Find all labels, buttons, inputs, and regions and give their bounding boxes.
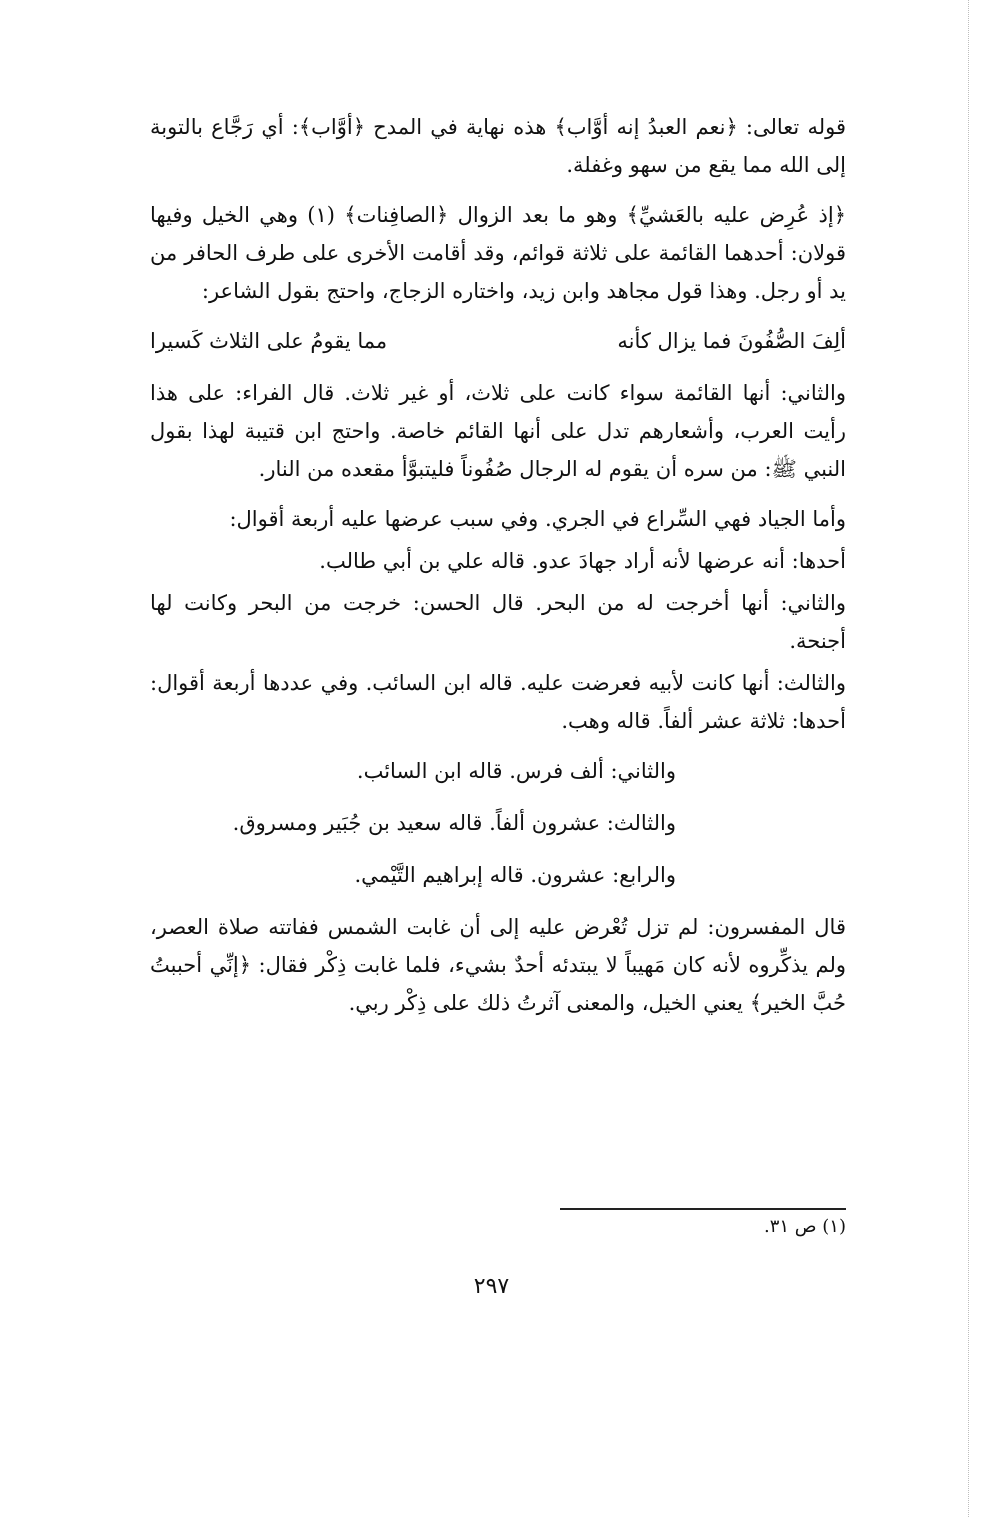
footnote-divider [560, 1208, 846, 1210]
paragraph-safinat: ﴿إذ عُرِض عليه بالعَشيِّ﴾ وهو ما بعد الزوال ﴿الصافِنات﴾ (١) وهي الخيل وفيها قولان: أحدهما القائمة على ثلاثة قوائم، وقد أقامت الأخرى على طرف الحافر من يد أو رجل. وهذا قول مجاهد وابن زيد، واختاره الزجاج، واحتج بقول الشاعر: [150, 203, 846, 303]
count-fourth: والرابع: عشرون. قاله إبراهيم التَّيْمي. [354, 863, 676, 887]
paragraph-first-reason: أحدها: أنه عرضها لأنه أراد جهادَ عدو. قاله علي بن أبي طالب. [319, 549, 846, 573]
paragraph-third-reason: والثالث: أنها كانت لأبيه فعرضت عليه. قاله ابن السائب. وفي عددها أربعة أقوال: أحدها: ثلاثة عشر ألفاً. قاله وهب. [150, 671, 846, 733]
poetry-verse [150, 322, 846, 360]
paragraph-second-opinion: والثاني: أنها القائمة سواء كانت على ثلاث، أو غير ثلاث. قال الفراء: على هذا رأيت العرب، وأشعارهم تدل على أنها القائم خاصة. واحتج ابن قتيبة لهذا بقول النبي ﷺ: من سره أن يقوم له الرجال صُفُوناً فليتبوَّأ مقعده من النار. [150, 381, 846, 481]
verse-second-hemistich: مما يقومُ على الثلاث كَسيرا [150, 329, 388, 353]
paragraph-jiyad: وأما الجياد فهي السِّراع في الجري. وفي سبب عرضها عليه أربعة أقوال: [229, 507, 846, 531]
paragraph-mufassirun: قال المفسرون: لم تزل تُعْرض عليه إلى أن غابت الشمس ففاتته صلاة العصر، ولم يذكِّروه لأنه كان مَهيباً لا يبتدئه أحدٌ بشيء، فلما غابت ذِكْر فقال: ﴿إنِّي أحببتُ حُبَّ الخير﴾ يعني الخيل، والمعنى آثرتُ ذلك على ذِكْر ربي. [150, 915, 846, 1015]
main-text [150, 108, 846, 1034]
paragraph-awwab: قوله تعالى: ﴿نعم العبدُ إنه أوَّاب﴾ هذه نهاية في المدح ﴿أوَّاب﴾: أي رَجَّاع بالتوبة إلى الله مما يقع من سهو وغفلة. [150, 115, 846, 177]
footnote: (١) ص ٣١. [763, 1216, 846, 1237]
verse-first-hemistich: ألِفَ الصُّفُونَ فما يزال كأنه [617, 329, 846, 353]
count-second: والثاني: ألف فرس. قاله ابن السائب. [356, 759, 676, 783]
count-third: والثالث: عشرون ألفاً. قاله سعيد بن جُبَير ومسروق. [232, 811, 676, 835]
page-number: ٢٩٧ [473, 1274, 510, 1299]
paragraph-second-reason: والثاني: أنها أخرجت له من البحر. قال الحسن: خرجت من البحر وكانت لها أجنحة. [150, 591, 846, 653]
